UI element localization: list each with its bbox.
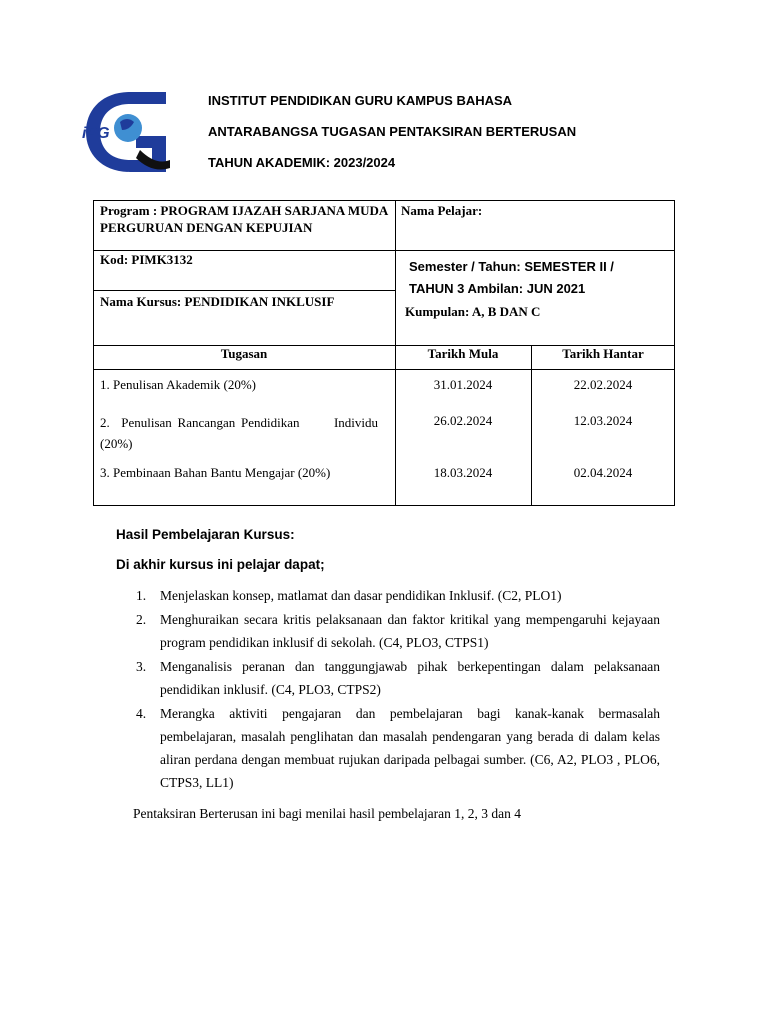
assessment-note: Pentaksiran Berterusan ini bagi menilai hasil pembelajaran 1, 2, 3 dan 4 — [133, 806, 522, 821]
nama-pelajar-label: Nama Pelajar: — [401, 203, 483, 218]
list-item-number: 4. — [136, 706, 147, 721]
semester-line-2: TAHUN 3 Ambilan: JUN 2021 — [409, 281, 586, 296]
list-item — [136, 584, 660, 607]
list-item — [136, 702, 660, 794]
list-item — [136, 655, 660, 701]
table-row-2-mula: 26.02.2024 — [433, 413, 493, 428]
list-item-text: Menganalisis peranan dan tanggungjawab pihak berkepentingan dalam pelaksanaan pendidikan inklusif. (C4, PLO3, CTPS2) — [160, 659, 660, 697]
table-row-2-tugasan: 2. Penulisan Rancangan Pendidikan Individu (20%) — [100, 415, 382, 451]
learning-subtitle: Di akhir kursus ini pelajar dapat; — [116, 557, 325, 572]
learning-title: Hasil Pembelajaran Kursus: — [116, 527, 295, 542]
kumpulan-label: Kumpulan: A, B DAN C — [405, 304, 541, 319]
list-item-text: Merangka aktiviti pengajaran dan pembelajaran bagi kanak-kanak bermasalah pembelajaran, masalah penglihatan dan masalah pendengaran yang berada di dalam kelas aliran perdana dengan membuat rujukan daripada pelbagai sumber. (C6, A2, PLO3 , PLO6, CTPS3, LL1) — [160, 706, 660, 790]
logo-text: iPG — [82, 125, 110, 142]
list-item-number: 3. — [136, 659, 147, 674]
table-row-1-tugasan: 1. Penulisan Akademik (20%) — [100, 377, 256, 392]
list-item-number: 2. — [136, 612, 147, 627]
nama-kursus-label: Nama Kursus: PENDIDIKAN INKLUSIF — [100, 294, 335, 309]
header-line-2: ANTARABANGSA TUGASAN PENTAKSIRAN BERTERUSAN — [208, 124, 577, 139]
ipg-logo — [80, 88, 172, 176]
header-line-1: INSTITUT PENDIDIKAN GURU KAMPUS BAHASA — [208, 93, 513, 108]
kod-label: Kod: PIMK3132 — [100, 252, 193, 267]
program-label: Program : PROGRAM IJAZAH SARJANA MUDA PERGURUAN DENGAN KEPUJIAN — [100, 203, 388, 235]
list-item — [136, 608, 660, 654]
list-item-number: 1. — [136, 588, 147, 603]
learning-outcomes-list — [136, 584, 660, 795]
header-tarikh-mula: Tarikh Mula — [427, 346, 499, 361]
table-row-3-mula: 18.03.2024 — [433, 465, 493, 480]
header-line-3: TAHUN AKADEMIK: 2023/2024 — [208, 155, 396, 170]
table-row-1-hantar: 22.02.2024 — [573, 377, 633, 392]
table-row-1-mula: 31.01.2024 — [433, 377, 493, 392]
table-row-2-hantar: 12.03.2024 — [573, 413, 633, 428]
semester-line-1: Semester / Tahun: SEMESTER II / — [409, 259, 614, 274]
table-row-3-tugasan: 3. Pembinaan Bahan Bantu Mengajar (20%) — [100, 465, 331, 480]
header-tarikh-hantar: Tarikh Hantar — [562, 346, 644, 361]
list-item-text: Menghuraikan secara kritis pelaksanaan dan faktor kritikal yang mempengaruhi kejayaan program pendidikan inklusif di sekolah. (C4, PLO3, CTPS1) — [160, 612, 660, 650]
header-tugasan: Tugasan — [220, 346, 268, 361]
list-item-text: Menjelaskan konsep, matlamat dan dasar pendidikan Inklusif. (C2, PLO1) — [160, 588, 562, 603]
table-row-3-hantar: 02.04.2024 — [573, 465, 633, 480]
